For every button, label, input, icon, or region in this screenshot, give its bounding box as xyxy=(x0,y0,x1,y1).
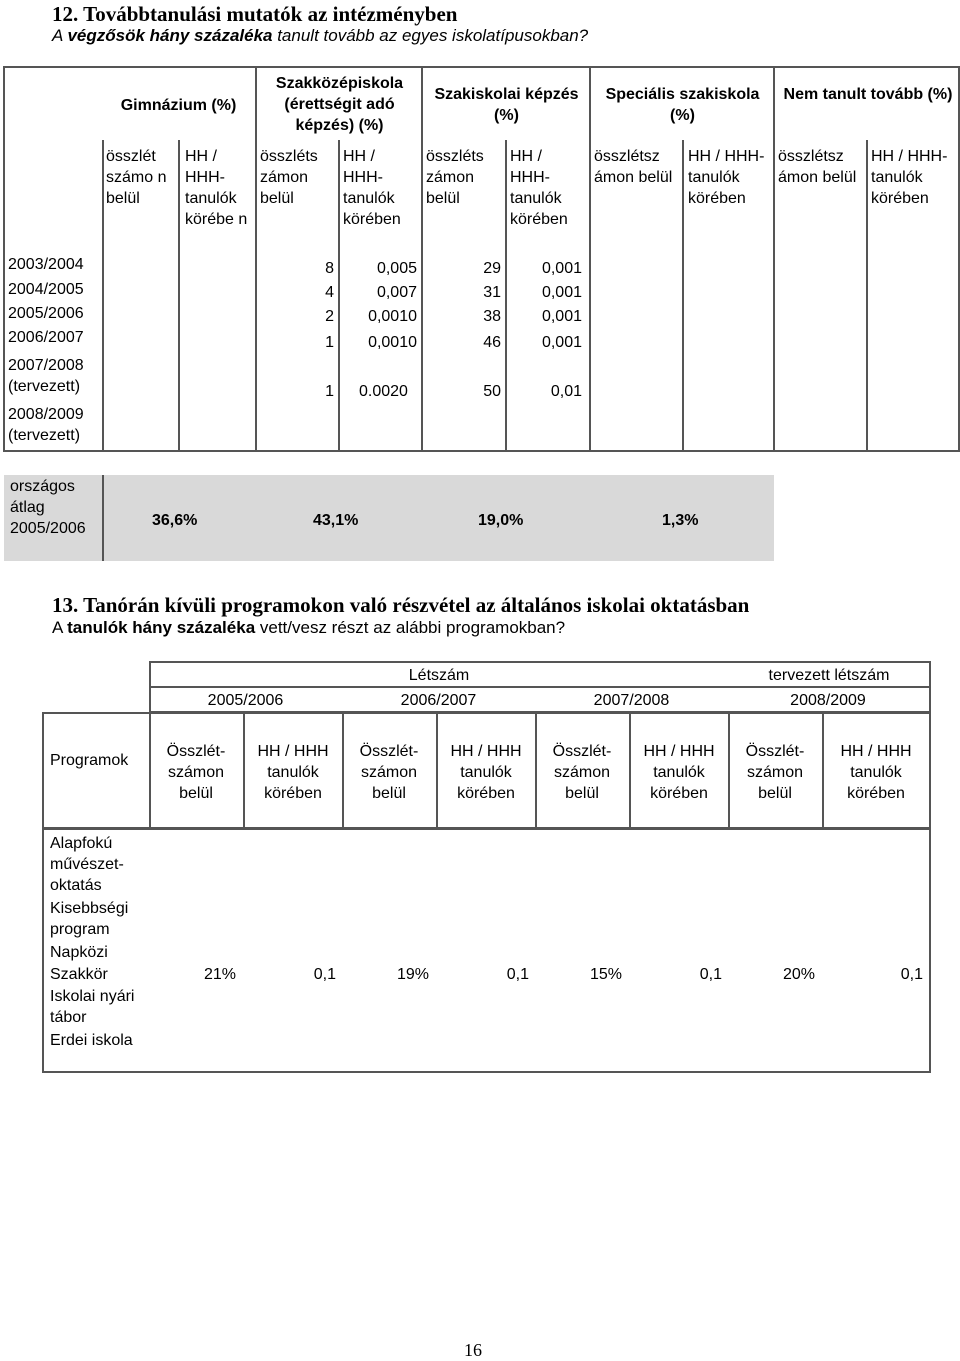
year-header: 2006/2007 xyxy=(400,692,477,709)
year-label: 2003/2004 xyxy=(8,256,84,273)
szk-hh-value: 0,005 xyxy=(376,260,417,277)
national-gimnazium: 36,6% xyxy=(152,512,198,529)
szi-hh-value: 0,001 xyxy=(541,334,582,351)
national-average-label: országos átlag 2005/2006 xyxy=(10,478,86,537)
subhead-spe-hh: HH / HHH-tanulók körében xyxy=(688,148,765,207)
col-hh-header: HH / HHH tanulók körében xyxy=(840,743,912,802)
subhead-nem-total: összlétsz ámon belül xyxy=(778,148,857,186)
szakkor-value: 0,1 xyxy=(699,966,722,983)
program-label: Erdei iskola xyxy=(50,1032,133,1049)
szk-hh-value: 0,007 xyxy=(376,284,417,301)
group-specialis: Speciális szakiskola (%) xyxy=(605,86,760,124)
year-label: 2008/2009 (tervezett) xyxy=(8,406,84,444)
szakkor-value: 0,1 xyxy=(900,966,923,983)
szakkor-value: 0,1 xyxy=(313,966,336,983)
szakkor-value: 19% xyxy=(396,966,429,983)
section-12-subtitle: A végzősök hány százaléka tanult tovább az egyes iskolatípusokban? xyxy=(52,26,589,45)
szakkor-value: 21% xyxy=(203,966,236,983)
szi-hh-value: 0,01 xyxy=(550,383,582,400)
szi-hh-value: 0,001 xyxy=(541,308,582,325)
subhead-gim-total: összlét számo n belül xyxy=(106,148,167,207)
col-total-header: Összlét-számon belül xyxy=(552,743,612,802)
group-gimnazium: Gimnázium (%) xyxy=(120,97,237,114)
szi-total-value: 29 xyxy=(483,260,501,277)
year-header: 2008/2009 xyxy=(790,692,866,709)
group-szakkozepiskola: Szakközépiskola (érettségit adó képzés) (%) xyxy=(275,75,404,134)
programok-header: Programok xyxy=(50,752,129,769)
col-total-header: Összlét-számon belül xyxy=(166,743,226,802)
szk-hh-value: 0.0020 xyxy=(359,383,408,400)
program-label: Napközi xyxy=(50,944,108,961)
letszam-header: Létszám xyxy=(408,667,470,684)
col-hh-header: HH / HHH tanulók körében xyxy=(450,743,522,802)
program-label: Szakkör xyxy=(50,966,108,983)
col-hh-header: HH / HHH tanulók körében xyxy=(643,743,715,802)
szakkor-value: 0,1 xyxy=(506,966,529,983)
subhead-szk-total: összléts zámon belül xyxy=(260,148,318,207)
szi-hh-value: 0,001 xyxy=(541,260,582,277)
szakkor-value: 15% xyxy=(589,966,622,983)
year-label: 2004/2005 xyxy=(8,281,84,298)
subhead-szi-total: összléts zámon belül xyxy=(426,148,484,207)
szk-total-value: 8 xyxy=(325,260,334,277)
szk-total-value: 1 xyxy=(325,334,334,351)
szakkor-value: 20% xyxy=(782,966,815,983)
program-label: Kisebbségi program xyxy=(50,900,129,938)
szi-total-value: 38 xyxy=(483,308,501,325)
national-average-row xyxy=(4,475,774,561)
section-13-title: 13. Tanórán kívüli programokon való részvétel az általános iskolai oktatásban xyxy=(52,593,750,617)
year-header: 2005/2006 xyxy=(207,692,284,709)
col-total-header: Összlét-számon belül xyxy=(745,743,805,802)
year-label: 2005/2006 xyxy=(8,305,84,322)
szi-total-value: 50 xyxy=(483,383,501,400)
group-nem-tanult: Nem tanult tovább (%) xyxy=(783,86,953,103)
subhead-nem-hh: HH / HHH-tanulók körében xyxy=(871,148,948,207)
szk-hh-value: 0,0010 xyxy=(368,334,417,351)
col-total-header: Összlét-számon belül xyxy=(359,743,419,802)
szk-total-value: 1 xyxy=(325,383,334,400)
szi-hh-value: 0,001 xyxy=(541,284,582,301)
subhead-gim-hh: HH / HHH-tanulók körébe n xyxy=(185,148,248,228)
szk-hh-value: 0,0010 xyxy=(368,308,417,325)
szk-total-value: 2 xyxy=(325,308,334,325)
section-13-subtitle: A tanulók hány százaléka vett/vesz részt az alábbi programokban? xyxy=(52,618,566,637)
section-12-title: 12. Továbbtanulási mutatók az intézményben xyxy=(52,2,458,26)
year-label: 2007/2008 (tervezett) xyxy=(8,357,84,395)
szk-total-value: 4 xyxy=(325,284,334,301)
tervezett-letszam-header: tervezett létszám xyxy=(768,667,890,684)
subhead-szk-hh: HH / HHH-tanulók körében xyxy=(343,148,401,228)
col-hh-header: HH / HHH tanulók körében xyxy=(257,743,329,802)
national-szakiskola: 19,0% xyxy=(478,512,524,529)
year-header: 2007/2008 xyxy=(593,692,670,709)
szi-total-value: 31 xyxy=(483,284,501,301)
national-szakkozep: 43,1% xyxy=(313,512,359,529)
subhead-szi-hh: HH / HHH-tanulók körében xyxy=(510,148,568,228)
program-label: Alapfokú művészet-oktatás xyxy=(50,835,124,894)
subhead-spe-total: összlétsz ámon belül xyxy=(594,148,673,186)
szi-total-value: 46 xyxy=(483,334,501,351)
year-label: 2006/2007 xyxy=(8,329,84,346)
national-specialis: 1,3% xyxy=(662,512,699,529)
group-szakiskola: Szakiskolai képzés (%) xyxy=(434,86,579,124)
program-label: Iskolai nyári tábor xyxy=(50,988,135,1026)
page-number: 16 xyxy=(464,1340,482,1360)
